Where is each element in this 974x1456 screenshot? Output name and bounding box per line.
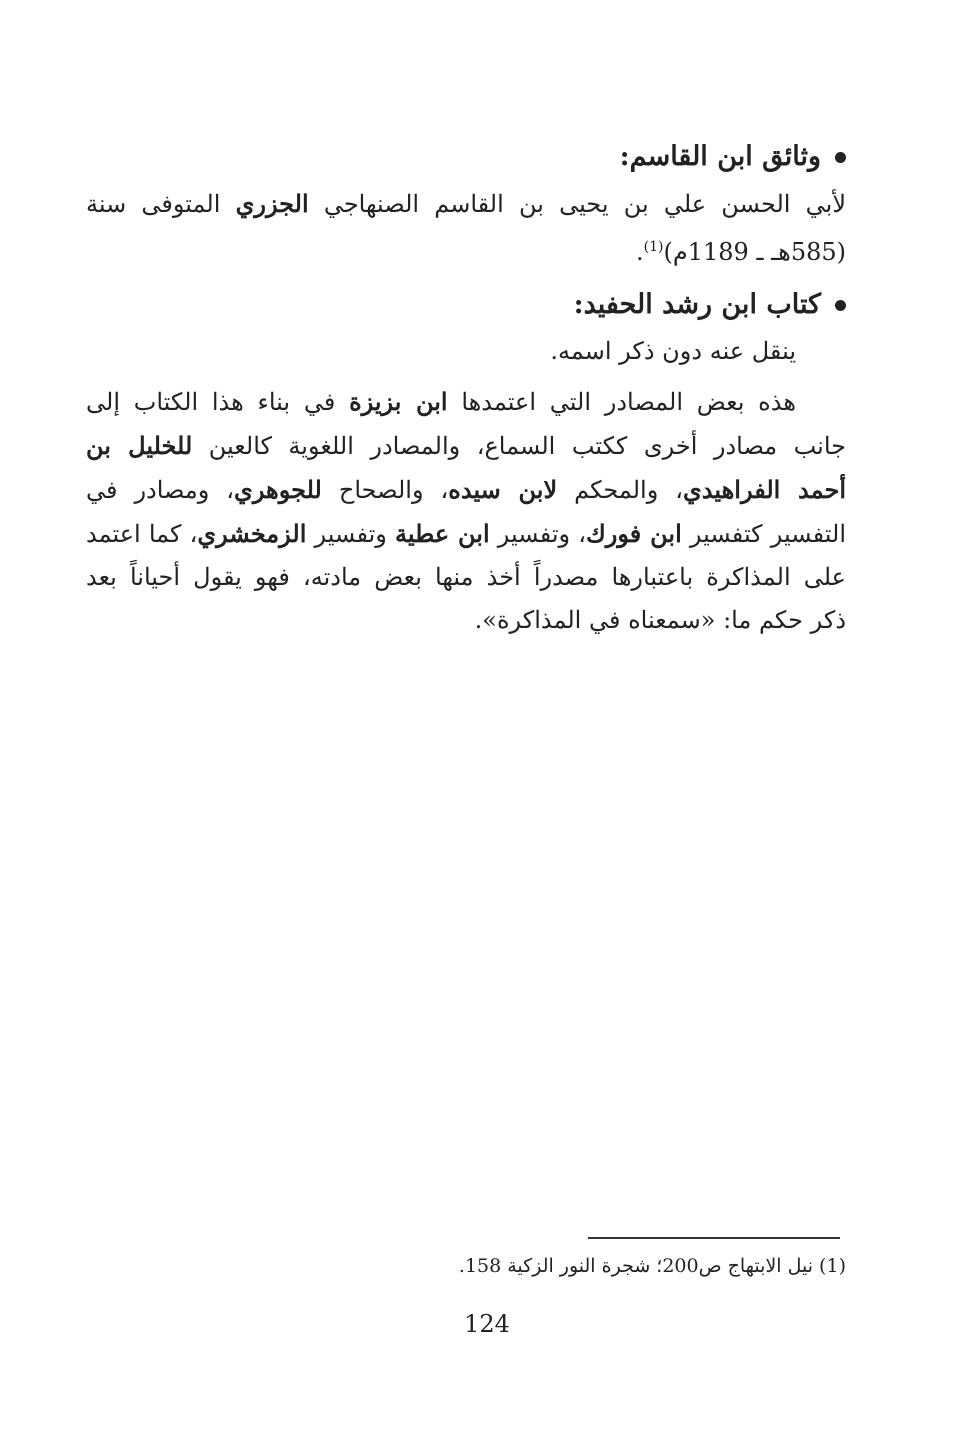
body-line: ذكر حكم ما: «سمعناه في المذاكرة». (474, 606, 846, 634)
footnote-ref: (1) (643, 239, 664, 255)
bold-name: الجزري (235, 189, 309, 218)
body-line: لأبي الحسن علي بن يحيى بن القاسم الصنهاجي الجزري المتوفى سنة (86, 189, 846, 218)
body-line: أحمد الفراهيدي، والمحكم لابن سيده، والصحاح للجوهري، ومصادر في (86, 475, 847, 504)
body-paragraph (86, 380, 846, 642)
bullet-icon (835, 152, 846, 163)
section-heading: وثائق ابن القاسم: (86, 137, 846, 177)
page-number: 124 (464, 1310, 510, 1338)
footnote-separator (588, 1237, 840, 1239)
section-heading: كتاب ابن رشد الحفيد: (86, 285, 846, 325)
body-line: التفسير كتفسير ابن فورك، وتفسير ابن عطية وتفسير الزمخشري، كما اعتمد (86, 519, 847, 548)
body-line: ينقل عنه دون ذكر اسمه. (550, 337, 796, 365)
section-vathaiq (86, 137, 846, 274)
body-line: جانب مصادر أخرى ككتب السماع، والمصادر اللغوية كالعين للخليل بن (86, 431, 846, 460)
body-line: هذه بعض المصادر التي اعتمدها ابن بزيزة في بناء هذا الكتاب إلى (86, 387, 796, 416)
footnote: (1) نيل الابتهاج ص200؛ شجرة النور الزكية 158. (458, 1255, 846, 1277)
body-line: (585هـ ـ 1189م)$^{(1)}$. (636, 238, 846, 266)
body-line: على المذاكرة باعتبارها مصدراً أخذ منها بعض مادته، فهو يقول أحياناً بعد (86, 563, 846, 591)
section-ibn-rushd (86, 285, 846, 373)
bullet-icon (835, 300, 846, 311)
